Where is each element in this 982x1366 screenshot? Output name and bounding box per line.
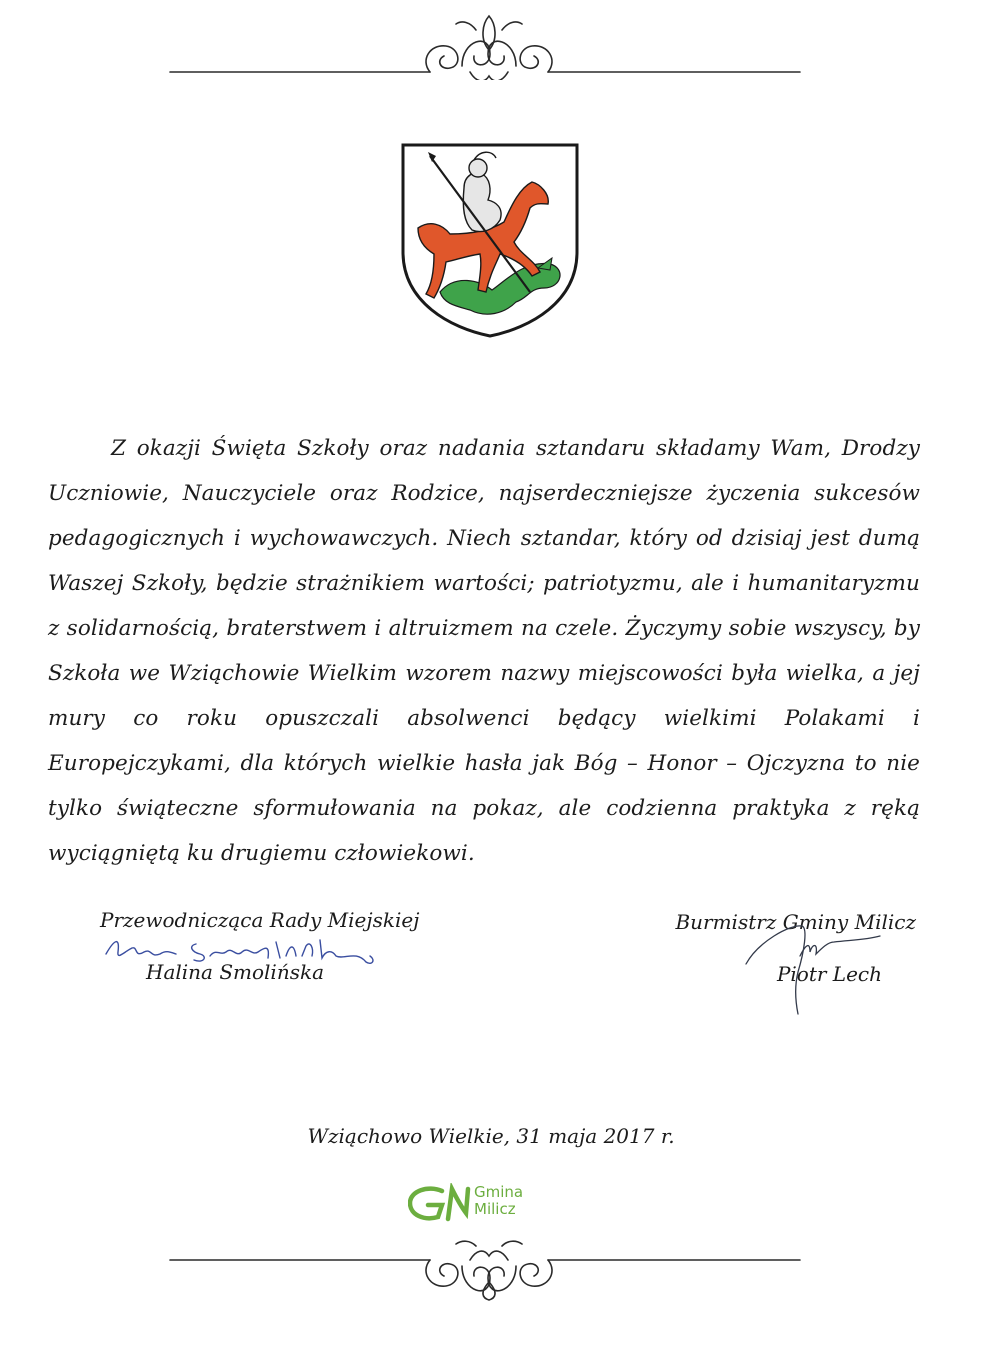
flourish-ornament-icon (0, 1232, 982, 1302)
logo-line-1: Gmina (474, 1183, 524, 1201)
logo-wordmark (474, 1184, 523, 1218)
logo-line-2: Milicz (474, 1200, 516, 1218)
signature-block-right (660, 908, 930, 988)
signature-block-left (100, 906, 420, 986)
coat-of-arms-icon (400, 142, 580, 338)
signatory-role-left: Przewodnicząca Rady Miejskiej (100, 908, 420, 932)
flourish-ornament-icon (0, 10, 982, 80)
signatory-name-right: Piotr Lech (776, 962, 882, 986)
place-and-date: Wziąchowo Wielkie, 31 maja 2017 r. (307, 1124, 675, 1148)
letter-body: Z okazji Święta Szkoły oraz nadania sztandaru składamy Wam, Drodzy Uczniowie, Nauczyciele oraz Rodzice, najserdeczniejsze życzenia sukcesów pedagogicznych i wychowawczych. Niech sztandar, który od dzisiaj jest dumą Waszej Szkoły, będzie strażnikiem wartości; patriotyzmu, ale i humanitaryzmu z solidarnością, braterstwem i altruizmem na czele. Życzymy sobie wszyscy, by Szkoła we Wziąchowie Wielkim wzorem nazwy miejscowości była wielka, a jej mury co roku opuszczali absolwenci będący wielkimi Polakami i Europejczykami, dla których wielkie hasła jak Bóg – Honor – Ojczyzna to nie tylko świąteczne sformułowania na pokaz, ale codzienna praktyka z ręką wyciągniętą ku drugiemu człowiekowi. (48, 436, 920, 866)
signatory-name-left: Halina Smolińska (146, 960, 325, 984)
signatory-role-right: Burmistrz Gminy Milicz (675, 910, 916, 934)
